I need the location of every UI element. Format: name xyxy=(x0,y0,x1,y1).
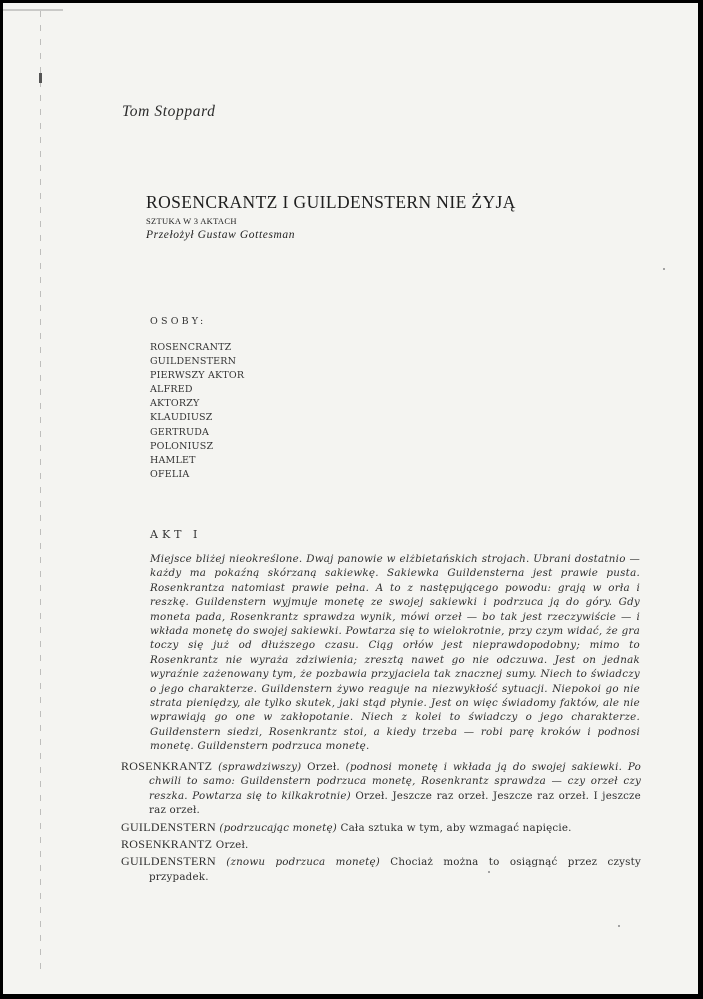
cast-member: ALFRED xyxy=(150,384,193,396)
line-text: Orzeł. Jeszcze raz orzeł. Jeszcze raz orzeł. I jeszcze raz orzeł. xyxy=(149,789,641,817)
stage-direction-inline: (podnosi monetę i wkłada ją do swojej sakiewki. Po chwili to samo: Guildenstern podrzuca monetę, Rosenkrantz sprawdza — czy orzeł czy reszka. Powtarza się to kilkakrotnie) xyxy=(149,761,641,802)
cast-member: ROSENCRANTZ xyxy=(150,342,232,353)
play-subtitle: SZTUKA W 3 AKTACH xyxy=(146,216,237,226)
act-heading: AKT I xyxy=(150,528,202,541)
play-title: ROSENCRANTZ I GUILDENSTERN NIE ŻYJĄ xyxy=(146,192,516,212)
cast-member: GUILDENSTERN xyxy=(150,356,237,368)
scan-artifact xyxy=(3,9,63,11)
translator-credit: Przełożył Gustaw Gottesman xyxy=(146,229,296,241)
speaker-name: GUILDENSTERN xyxy=(121,854,216,869)
line-text: Cała sztuka w tym, aby wzmagać napięcie. xyxy=(340,821,572,834)
dialogue-line xyxy=(121,837,641,852)
cast-member: PIERWSZY AKTOR xyxy=(150,370,245,382)
cast-member: AKTORZY xyxy=(150,398,200,410)
stage-direction-inline: (znowu podrzuca monetę) xyxy=(226,856,380,869)
stage-direction-inline: (sprawdziwszy) xyxy=(218,761,302,773)
cast-list xyxy=(150,341,244,482)
cast-member: KLAUDIUSZ xyxy=(150,412,213,424)
scan-speck xyxy=(488,871,490,873)
dialogue-line xyxy=(121,820,641,835)
line-text: Orzeł. xyxy=(215,839,249,852)
dialogue-line xyxy=(121,854,641,884)
scanned-page xyxy=(3,3,698,994)
speaker-name: ROSENKRANTZ xyxy=(121,759,213,773)
opening-stage-direction: Miejsce bliżej nieokreślone. Dwaj panowie w elżbietańskich strojach. Ubrani dostatnio — każdy ma pokaźną skórzaną sakiewkę. Sakiewka Guildensterna jest prawie pusta. Rosenkrantza natomiast prawie pełna. A to z następującego powodu: grają w orła i reszkę. Guildenstern wyjmuje monetę ze swojej sakiewki i podrzuca ją do góry. Gdy moneta pada, Rosenkrantz sprawdza wynik, mówi orzeł — bo tak jest rzeczywiście — i wkłada monetę do swojej sakiewki. Powtarza się to wielokrotnie, przy czym widać, że gra toczy się już od dłuższego czasu. Ciąg orłów jest nieprawdopodobny; mimo to Rosenkrantz nie wyraża zdziwienia; zresztą nawet go nie odczuwa. Jest on jednak wyraźnie zażenowany tym, że pozbawia przyjaciela tak znacznej sumy. Niech to świadczy o jego charakterze. Guildenstern żywo reaguje na niezwykłość sytuacji. Niepokoi go nie strata pieniędzy, ale tylko skutek, jaki stąd płynie. Jest on więc świadomy faktów, ale nie wprawiają go one w zakłopotanie. Niech z kolei to świadczy o jego charakterze. Guildenstern siedzi, Rosenkrantz stoi, a kiedy trzeba — robi parę kroków i podnosi monetę. Guildenstern podrzuca monetę. xyxy=(150,553,640,753)
line-text: Orzeł. xyxy=(307,761,340,773)
dialogue-line xyxy=(121,759,641,818)
line-text: Chociaż można to osiągnąć przez czysty przypadek. xyxy=(149,856,641,883)
scan-speck xyxy=(663,268,665,270)
cast-member: POLONIUSZ xyxy=(150,440,214,452)
stage-direction-inline: (podrzucając monetę) xyxy=(219,821,338,834)
cast-member: OFELIA xyxy=(150,468,190,480)
fold-mark xyxy=(39,73,42,83)
fold-line xyxy=(40,11,41,971)
speaker-name: GUILDENSTERN xyxy=(121,819,216,834)
speaker-name: ROSENKRANTZ xyxy=(121,837,213,852)
dialogue xyxy=(121,759,641,886)
cast-member: HAMLET xyxy=(150,454,196,466)
author-name: Tom Stoppard xyxy=(122,103,216,120)
scan-speck xyxy=(618,925,620,927)
cast-heading: OSOBY: xyxy=(150,316,207,327)
cast-member: GERTRUDA xyxy=(150,426,210,438)
